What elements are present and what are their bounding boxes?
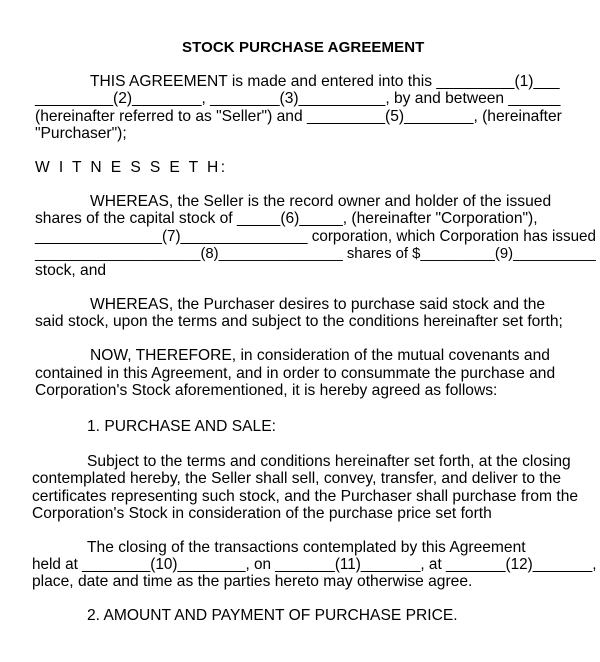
text-line: THIS AGREEMENT is made and entered into this _________(1)___ xyxy=(90,73,560,90)
section-heading: 1. PURCHASE AND SALE: xyxy=(87,418,276,435)
text-line: contemplated hereby, the Seller shall sell, convey, transfer, and deliver to the xyxy=(32,470,562,487)
text-line: NOW, THEREFORE, in consideration of the mutual covenants and xyxy=(90,347,550,364)
text-line: (hereinafter referred to as "Seller") and _________(5)________, (hereinafter xyxy=(35,108,562,125)
text-line: stock, and xyxy=(35,262,107,279)
text-line: contained in this Agreement, and in order to consummate the purchase and xyxy=(35,365,556,382)
text-line: place, date and time as the parties hereto may otherwise agree. xyxy=(32,573,473,590)
section-heading: 2. AMOUNT AND PAYMENT OF PURCHASE PRICE. xyxy=(87,607,458,624)
text-line: said stock, upon the terms and subject to the conditions hereinafter set forth; xyxy=(35,313,563,330)
text-line: _______________(7)_______________ corporation, which Corporation has issued xyxy=(35,228,596,245)
text-line: _________(2)________, ________(3)__________, by and between ______ xyxy=(35,90,561,107)
text-line: shares of the capital stock of _____(6)_____, (hereinafter "Corporation"), xyxy=(35,210,538,227)
document-title: STOCK PURCHASE AGREEMENT xyxy=(182,39,425,56)
text-line: Corporation's Stock in consideration of the purchase price set forth xyxy=(32,505,492,522)
text-line: WHEREAS, the Seller is the record owner and holder of the issued xyxy=(90,193,552,210)
text-line: Subject to the terms and conditions hereinafter set forth, at the closing xyxy=(87,453,571,470)
text-line: held at ________(10)________, on _______(11)_______, at _______(12)_______, xyxy=(32,556,597,573)
text-line: The closing of the transactions contemplated by this Agreement xyxy=(87,539,526,556)
text-line: WHEREAS, the Purchaser desires to purchase said stock and the xyxy=(90,296,546,313)
text-line: "Purchaser"); xyxy=(35,125,127,142)
text-line: Corporation's Stock aforementioned, it is hereby agreed as follows: xyxy=(35,382,498,399)
text-line: ____________________(8)_______________ shares of $_________(9)__________ xyxy=(35,246,596,262)
text-line: certificates representing such stock, and the Purchaser shall purchase from the xyxy=(32,488,579,505)
witnesseth-heading: W I T N E S S E T H: xyxy=(35,159,228,176)
